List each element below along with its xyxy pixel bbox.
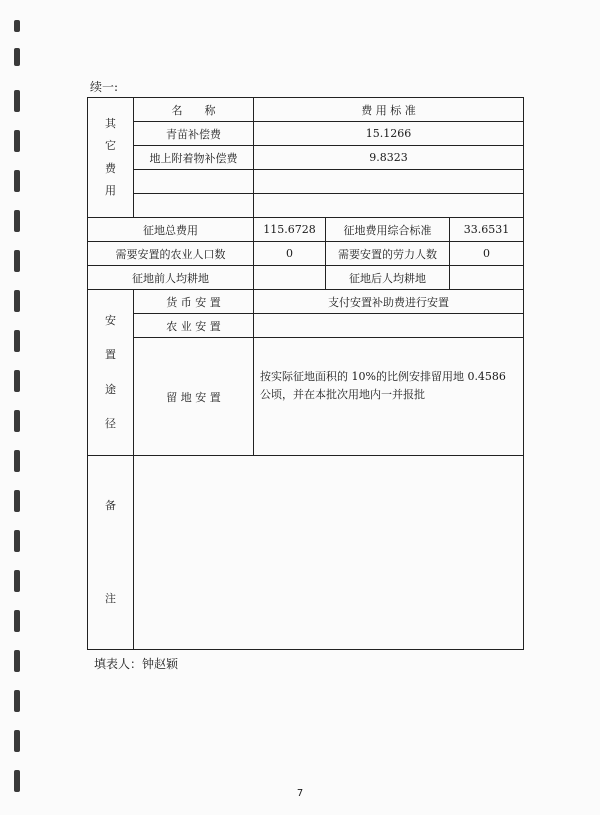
agri-population-value: 0 — [254, 242, 326, 266]
binding-mark — [14, 170, 20, 192]
binding-mark — [14, 90, 20, 112]
section-char: 费 — [105, 161, 116, 175]
agriculture-resettlement-value — [254, 314, 524, 338]
section-char: 途 — [105, 382, 116, 396]
fee-value — [254, 194, 524, 218]
binding-mark — [14, 370, 20, 392]
fee-row — [88, 194, 524, 218]
after-per-capita-value — [450, 266, 524, 290]
binding-mark — [14, 20, 20, 32]
filled-by: 填表人：钟赵颖 — [94, 657, 179, 671]
binding-mark — [14, 48, 20, 66]
binding-mark — [14, 490, 20, 512]
section-char: 安 — [105, 314, 116, 328]
binding-mark — [14, 330, 20, 352]
binding-mark — [14, 650, 20, 672]
before-per-capita-value — [254, 266, 326, 290]
section-char: 置 — [105, 348, 116, 362]
agriculture-resettlement-row — [88, 314, 524, 338]
land-fee-form-table — [87, 97, 524, 650]
resettlement-section-label — [88, 290, 134, 456]
remarks-section-label — [88, 456, 134, 650]
binding-mark — [14, 570, 20, 592]
remarks-content — [134, 456, 524, 650]
population-row — [88, 242, 524, 266]
reserved-land-label: 留 地 安 置 — [134, 338, 254, 456]
binding-mark — [14, 290, 20, 312]
fee-value: 9.8323 — [254, 146, 524, 170]
other-fees-section-label — [88, 98, 134, 218]
fee-row — [88, 170, 524, 194]
reserved-land-value: 按实际征地面积的 10%的比例安排留用地 0.4586 公顷，并在本批次用地内一并报批 — [254, 338, 524, 456]
reserved-land-row — [88, 338, 524, 456]
fee-name — [134, 170, 254, 194]
fee-row — [88, 146, 524, 170]
fee-name — [134, 194, 254, 218]
binding-mark — [14, 530, 20, 552]
total-fee-label: 征地总费用 — [88, 218, 254, 242]
fee-value — [254, 170, 524, 194]
section-char: 用 — [105, 183, 116, 197]
binding-mark — [14, 410, 20, 432]
after-per-capita-label: 征地后人均耕地 — [326, 266, 450, 290]
page-number: 7 — [296, 788, 304, 799]
section-char: 备 — [105, 499, 116, 513]
total-fee-row — [88, 218, 524, 242]
binding-mark — [14, 250, 20, 272]
labor-count-label: 需要安置的劳力人数 — [326, 242, 450, 266]
binding-mark — [14, 450, 20, 472]
fee-name: 地上附着物补偿费 — [134, 146, 254, 170]
section-char: 其 — [105, 117, 116, 131]
other-fees-header-row — [88, 98, 524, 122]
section-char: 注 — [105, 591, 116, 605]
header-standard: 费 用 标 准 — [254, 98, 524, 122]
fee-row — [88, 122, 524, 146]
currency-resettlement-row — [88, 290, 524, 314]
before-per-capita-label: 征地前人均耕地 — [88, 266, 254, 290]
section-char: 径 — [105, 416, 116, 430]
binding-mark — [14, 690, 20, 712]
binding-mark — [14, 210, 20, 232]
currency-resettlement-label: 货 币 安 置 — [134, 290, 254, 314]
composite-standard-label: 征地费用综合标准 — [326, 218, 450, 242]
currency-resettlement-value: 支付安置补助费进行安置 — [254, 290, 524, 314]
section-char: 它 — [105, 139, 116, 153]
composite-standard-value: 33.6531 — [450, 218, 524, 242]
fee-name: 青苗补偿费 — [134, 122, 254, 146]
binding-mark — [14, 610, 20, 632]
agriculture-resettlement-label: 农 业 安 置 — [134, 314, 254, 338]
binding-mark — [14, 730, 20, 752]
agri-population-label: 需要安置的农业人口数 — [88, 242, 254, 266]
binding-mark — [14, 130, 20, 152]
labor-count-value: 0 — [450, 242, 524, 266]
remarks-row — [88, 456, 524, 650]
continuation-label: 续一: — [90, 80, 119, 94]
per-capita-row — [88, 266, 524, 290]
fee-value: 15.1266 — [254, 122, 524, 146]
total-fee-value: 115.6728 — [254, 218, 326, 242]
header-name: 名 称 — [134, 98, 254, 122]
